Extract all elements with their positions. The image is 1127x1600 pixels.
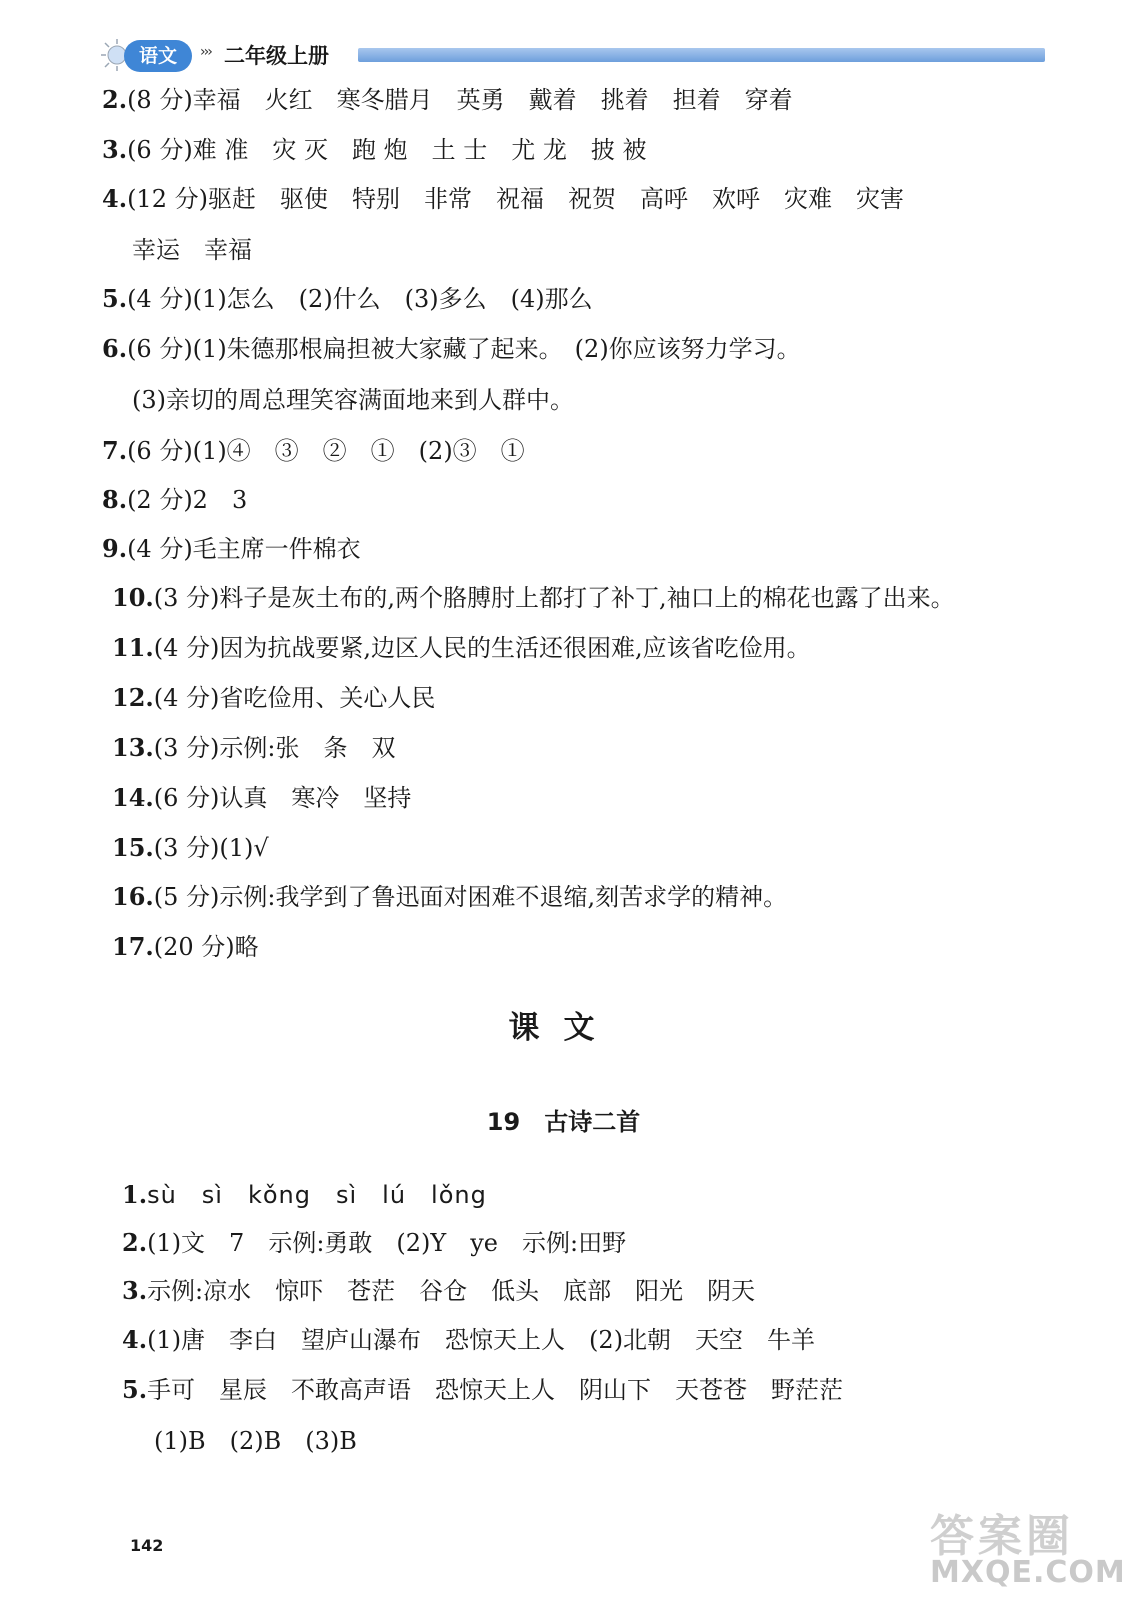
answer-number: 3. — [102, 135, 128, 164]
answer-text: 示例:凉水 惊吓 苍茫 谷仓 低头 底部 阳光 阴天 — [147, 1277, 756, 1305]
lesson-answer-line — [154, 1426, 357, 1456]
answer-line — [102, 135, 646, 165]
answer-text: (4 分)因为抗战要紧,边区人民的生活还很困难,应该省吃俭用。 — [153, 634, 811, 662]
answer-text: (3 分)(1)√ — [153, 834, 269, 862]
answer-text: (6 分)(1)朱德那根扁担被大家藏了起来。 (2)你应该努力学习。 — [127, 335, 801, 363]
answer-line — [112, 783, 411, 813]
answer-line — [102, 534, 361, 564]
answer-number: 1. — [122, 1180, 148, 1209]
answer-line — [112, 683, 435, 713]
answer-number: 10. — [112, 583, 154, 612]
lesson-answer-line — [122, 1180, 487, 1210]
answer-line — [112, 833, 269, 863]
section-title: 课文 — [508, 1010, 619, 1046]
answer-number: 14. — [112, 783, 154, 812]
answer-line — [102, 184, 904, 214]
header-bar — [358, 48, 1045, 62]
answer-line — [112, 633, 811, 663]
answer-line — [112, 733, 395, 763]
lesson-answer-line — [122, 1228, 626, 1258]
answer-text: (4 分)毛主席一件棉衣 — [127, 535, 361, 563]
answer-text: (1)唐 李白 望庐山瀑布 恐惊天上人 (2)北朝 天空 牛羊 — [147, 1326, 816, 1354]
answer-text: (2 分)2 3 — [127, 486, 248, 514]
answer-text: (1)文 7 示例:勇敢 (2)Y ye 示例:田野 — [147, 1229, 627, 1257]
answer-number: 12. — [112, 683, 154, 712]
watermark-logo-text: 答案圈 — [930, 1511, 1074, 1562]
answer-text: (1)B (2)B (3)B — [154, 1427, 357, 1455]
answer-number: 5. — [102, 284, 128, 313]
answer-text: (8 分)幸福 火红 寒冬腊月 英勇 戴着 挑着 担着 穿着 — [127, 86, 793, 114]
answer-number: 17. — [112, 932, 154, 961]
answer-text: 手可 星辰 不敢高声语 恐惊天上人 阴山下 天苍苍 野茫茫 — [147, 1376, 844, 1404]
page-number: 142 — [130, 1536, 164, 1555]
answer-text: (20 分)略 — [153, 933, 259, 961]
answer-number: 16. — [112, 882, 154, 911]
lesson-answer-line — [122, 1276, 755, 1306]
answer-number: 8. — [102, 485, 128, 514]
answer-number: 9. — [102, 534, 128, 563]
lesson-title: 19 古诗二首 — [486, 1108, 641, 1136]
answer-number: 2. — [122, 1228, 148, 1257]
answer-line — [102, 334, 801, 364]
answer-text: sù sì kǒng sì lú lǒng — [147, 1181, 487, 1209]
answer-number: 13. — [112, 733, 154, 762]
answer-line — [102, 485, 247, 515]
answer-number: 2. — [102, 85, 128, 114]
grade-label: 二年级上册 — [224, 44, 329, 68]
chevrons-icon: ››› — [200, 44, 211, 60]
answer-text: (4 分)(1)怎么 (2)什么 (3)多么 (4)那么 — [127, 285, 593, 313]
answer-number: 3. — [122, 1276, 148, 1305]
answer-number: 11. — [112, 633, 154, 662]
answer-line — [102, 436, 525, 466]
answer-line — [102, 85, 793, 115]
answer-line — [132, 385, 574, 415]
answer-text: (3 分)料子是灰土布的,两个胳膊肘上都打了补丁,袖口上的棉花也露了出来。 — [153, 584, 955, 612]
lesson-answer-line — [122, 1325, 815, 1355]
answer-text: (6 分)难 准 灾 灭 跑 炮 土 士 尤 龙 披 被 — [127, 136, 647, 164]
answer-number: 5. — [122, 1375, 148, 1404]
answer-text: (6 分)认真 寒冷 坚持 — [153, 784, 412, 812]
answer-number: 4. — [102, 184, 128, 213]
answer-text: (4 分)省吃俭用、关心人民 — [153, 684, 436, 712]
page-header — [100, 36, 1045, 76]
answer-number: 15. — [112, 833, 154, 862]
answer-number: 7. — [102, 436, 128, 465]
answer-number: 6. — [102, 334, 128, 363]
answer-line — [112, 882, 787, 912]
answer-number: 4. — [122, 1325, 148, 1354]
answer-line — [112, 583, 955, 613]
answer-text: (3 分)示例:张 条 双 — [153, 734, 396, 762]
answer-line — [102, 284, 593, 314]
answer-line — [112, 932, 259, 962]
answer-text: 幸运 幸福 — [132, 236, 252, 264]
watermark — [930, 1500, 1126, 1595]
watermark-url: MXQE.COM — [930, 1555, 1126, 1590]
answer-text: (5 分)示例:我学到了鲁迅面对困难不退缩,刻苦求学的精神。 — [153, 883, 788, 911]
lesson-answer-line — [122, 1375, 843, 1405]
answer-line — [132, 235, 252, 265]
answer-text: (12 分)驱赶 驱使 特别 非常 祝福 祝贺 高呼 欢呼 灾难 灾害 — [127, 185, 904, 213]
subject-badge: 语文 — [124, 40, 192, 72]
answer-text: (6 分)(1)④ ③ ② ① (2)③ ① — [127, 437, 525, 465]
answer-text: (3)亲切的周总理笑容满面地来到人群中。 — [132, 386, 574, 414]
